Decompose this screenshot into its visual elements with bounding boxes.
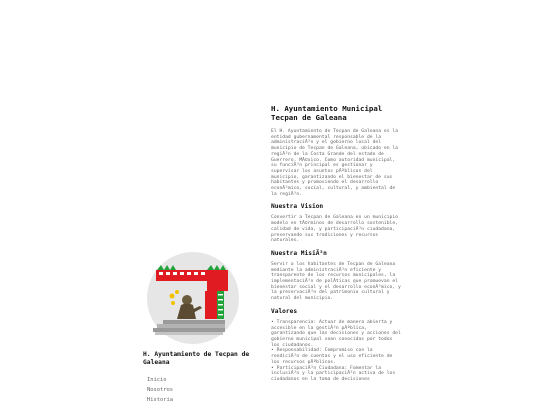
nav-link-inicio[interactable]: Inicio (147, 377, 167, 383)
intro-paragraph: El H. Ayuntamiento de Tecpan de Galeana es la entidad gubernamental responsable de la administraciÃ³n y el gobierno local del municipio de Tecpan de Galeana, ubicado en la regiÃ³n de la Costa Grande del estado de Guerrero, MÃ©xico. Como autoridad municipal, su funciÃ³n principal es gestionar y supervisar los asuntos pÃºblicos del municipio, garantizando el bienestar de sus habitantes y promoviendo el desarrollo econÃ³mico, social, cultural, y ambiental de la regiÃ³n. (271, 129, 398, 197)
value-item: • Transparencia: Actuar de manera abierta y accesible en la gestiÃ³n pÃºblica, garantizando que las decisiones y acciones del gobierno municipal sean conocidas por todos los ciudadanos. (271, 320, 403, 349)
nav-item-nosotros[interactable] (147, 385, 255, 395)
site-title: H. Ayuntamiento de Tecpan de Galeana (143, 351, 250, 366)
main-nav (143, 375, 255, 405)
nav-link-historia[interactable]: Historia (147, 397, 173, 403)
value-item: • Responsabilidad: Compromiso con la rendiciÃ³n de cuentas y el uso eficiente de los recursos pÃºblicos. (271, 348, 403, 365)
nav-item-historia[interactable] (147, 395, 255, 405)
page-title: H. Ayuntamiento Municipal Tecpan de Galeana (271, 104, 383, 122)
mission-heading: Nuestra MisiÃ³n (271, 249, 327, 257)
values-list (271, 320, 403, 383)
nav-item-inicio[interactable] (147, 375, 255, 385)
vision-paragraph: Convertir a Tecpan de Galeana en un municipio modelo en tÃ©rminos de desarrollo sostenible, calidad de vida, y participaciÃ³n ciudadana, preservando sus tradiciones y recursos naturales. (271, 215, 398, 244)
mission-paragraph: Servir a los habitantes de Tecpan de Galeana mediante la administraciÃ³n eficiente y transparente de los recursos municipales, la implementaciÃ³n de polÃticas que promuevan el bienestar social y el desarrollo econÃ³mico, y la preservaciÃ³n del patrimonio cultural y natural del municipio. (271, 261, 401, 302)
value-item: • ParticipaciÃ³n Ciudadana: Fomentar la inclusiÃ³n y la participaciÃ³n activa de los ciudadanos en la toma de decisiones (271, 366, 403, 383)
values-heading: Valores (271, 307, 298, 315)
sidebar (143, 250, 255, 405)
main-content (271, 104, 403, 383)
vision-heading: Nuestra Vision (271, 203, 324, 211)
nav-link-nosotros[interactable]: Nosotros (147, 387, 173, 393)
municipal-emblem-icon (145, 250, 241, 346)
logo[interactable] (145, 250, 241, 346)
